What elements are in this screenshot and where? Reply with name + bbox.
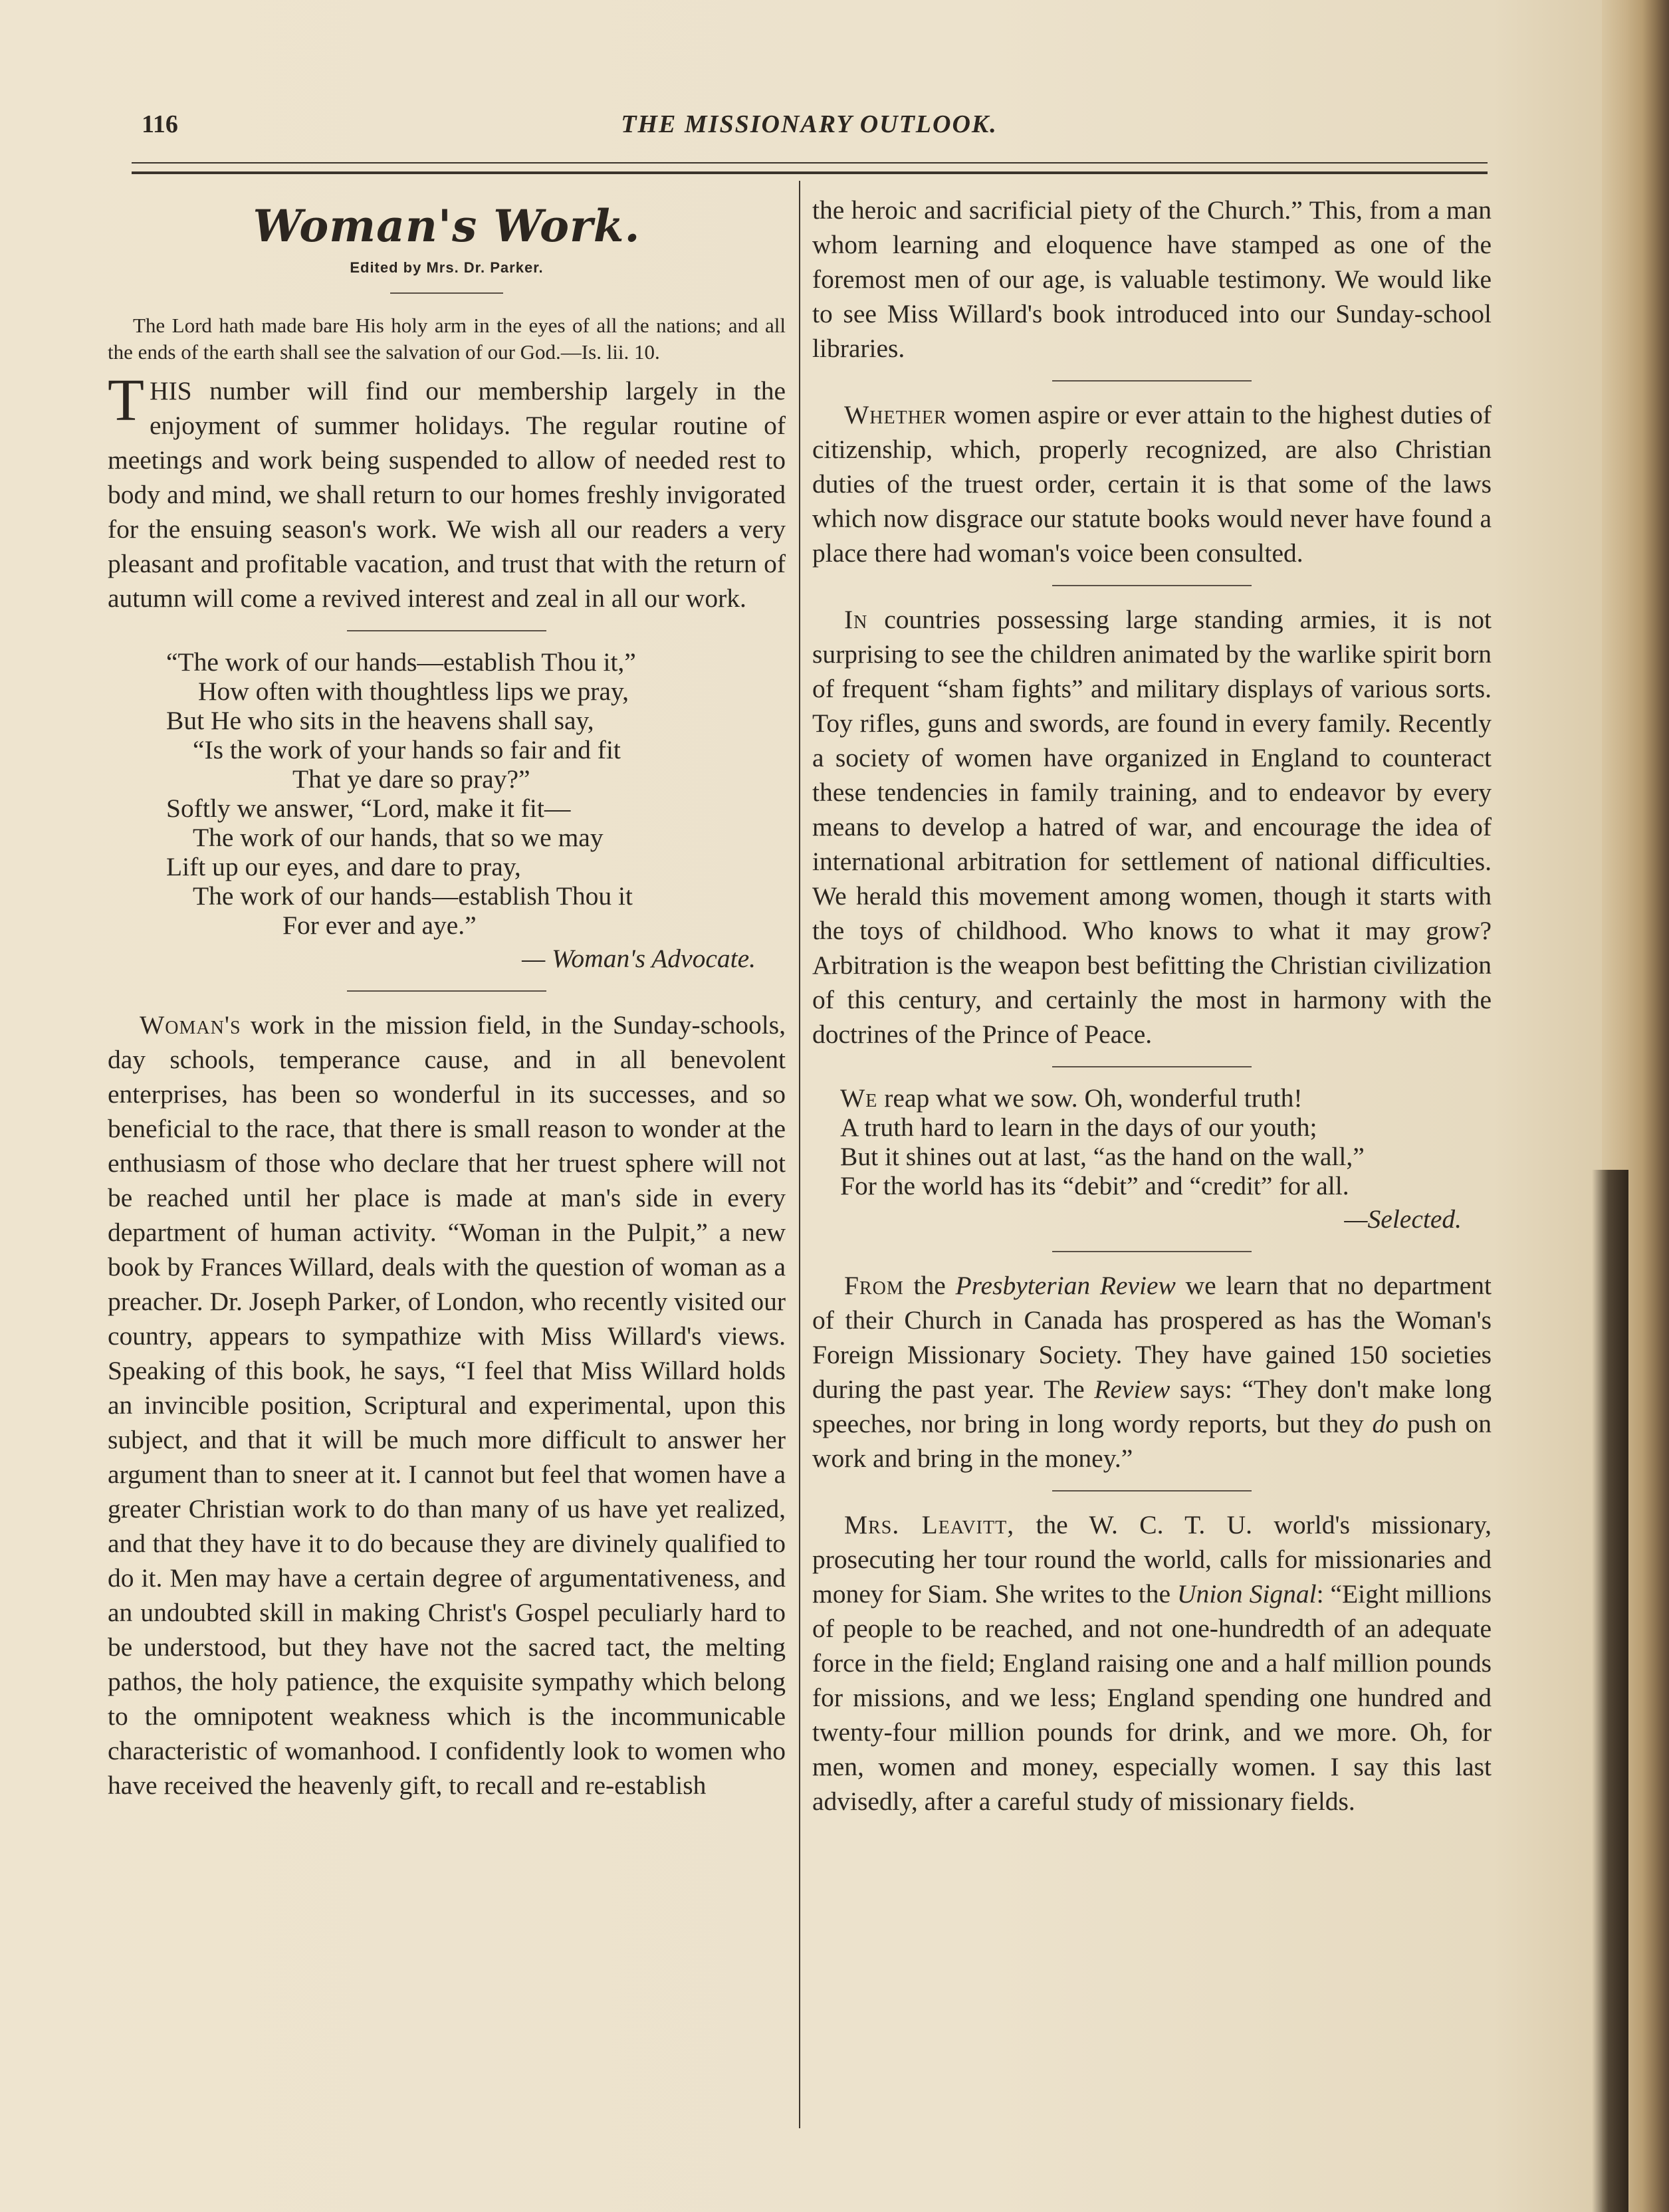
poem-attribution: — Woman's Advocate. <box>522 944 756 973</box>
poem-line: But He who sits in the heavens shall say, <box>166 706 594 735</box>
womans-work-paragraph <box>108 1008 786 1803</box>
divider <box>347 630 546 631</box>
paragraph-text: we learn that no department of their Church in Canada has prospered as has the Woman's Foreign Missionary Society. They have gained 150 societies during the past year. The <box>812 1271 1492 1404</box>
poem-line: “The work of our hands—establish Thou it,” <box>166 647 636 677</box>
paragraph-text: : “Eight millions of people to be reached, and not one-hundredth of an adequate force in the field; England raising one and a half million pounds for missions, and we less; England spending one hundred and twenty-four million pounds for drink, and we more. Oh, for men, women and money, especially women. I say this last advisedly, after a careful study of missionary fields. <box>812 1579 1492 1816</box>
publication-title: Union Signal <box>1176 1579 1317 1608</box>
paragraph-lead: From <box>844 1271 904 1300</box>
publication-title: Presbyterian Review <box>955 1271 1176 1300</box>
divider <box>390 292 503 294</box>
divider <box>347 990 546 992</box>
divider <box>1052 380 1252 382</box>
column-divider <box>799 181 800 2128</box>
emphasis: do <box>1372 1409 1399 1438</box>
poem-attribution: —Selected. <box>1344 1204 1462 1234</box>
paragraph-lead: In <box>844 605 868 634</box>
poem-line: The work of our hands, that so we may <box>193 823 604 852</box>
poem-line: “Is the work of your hands so fair and fit <box>193 735 621 764</box>
page-header <box>130 110 1489 150</box>
poem-line-rest: reap what we sow. Oh, wonderful truth! <box>877 1083 1303 1113</box>
epigraph: The Lord hath made bare His holy arm in the eyes of all the nations; and all the ends of the earth shall see the salvation of our God.—Is. lii. 10. <box>108 314 786 364</box>
right-column <box>812 193 1492 1819</box>
poem-line: Softly we answer, “Lord, make it fit— <box>166 794 571 823</box>
poem-womans-advocate <box>166 647 786 940</box>
poem-line: The work of our hands—establish Thou it <box>193 881 633 911</box>
countries-paragraph <box>812 602 1492 1051</box>
paragraph-text: says: “They don't make long speeches, nor bring in long wordy reports, but they <box>812 1375 1492 1438</box>
presbyterian-paragraph <box>812 1268 1492 1476</box>
divider <box>1052 1066 1252 1067</box>
poem-line: For the world has its “debit” and “credit” for all. <box>840 1171 1349 1200</box>
paragraph-lead: Whether <box>844 400 947 429</box>
paragraph-text: work in the mission field, in the Sunday-schools, day schools, temperance cause, and in all benevolent enterprises, has been so wonderful in its successes, and so beneficial to the race, that there is small reason to wonder at the enthusiasm of those who declare that her truest sphere will not be reached until her place is made at man's side in every department of human activity. “Woman in the Pulpit,” a new book by Frances Willard, deals with the question of woman as a preacher. Dr. Joseph Parker, of London, who recently visited our country, appears to sympathize with Miss Willard's views. Speaking of this book, he says, “I feel that Miss Willard holds an invincible position, Scriptural and experimental, upon this subject, and that it will be much more difficult to answer her argument than to sneer at it. I cannot but feel that women have a greater Christian work to do than many of us have yet realized, and that they have it to do because they are divinely qualified to do it. Men may have a certain degree of argumentativeness, and an undoubted skill in making Christ's Gospel peculiarly hard to be understood, but they have not the sacred tact, the melting pathos, the holy patience, the exquisite sympathy which belong to the omnipotent weakness which is the incommunicable characteristic of womanhood. I confidently look to women who have received the heavenly gift, to recall and re-establish <box>108 1010 786 1800</box>
section-title: Woman's Work. <box>253 200 641 252</box>
publication-title: Review <box>1094 1375 1170 1404</box>
header-rule-thin <box>132 162 1488 164</box>
whether-paragraph <box>812 397 1492 570</box>
paragraph-lead: Woman's <box>140 1010 241 1040</box>
womans-work-continued: the heroic and sacrificial piety of the Church.” This, from a man whom learning and eloquence have stamped as one of the foremost men of our age, is valuable testimony. We would like to see Miss Willard's book introduced into our Sunday-school libraries. <box>812 195 1492 363</box>
left-column <box>108 193 786 1803</box>
divider <box>1052 1251 1252 1252</box>
paragraph-text: countries possessing large standing armies, it is not surprising to see the children animated by the warlike spirit born of frequent “sham fights” and military displays of various sorts. Toy rifles, guns and swords, are found in every family. Recently a society of women have organized in England to counteract these tendencies in family training, and to endeavor by every means to develop a hatred of war, and encourage the idea of international arbitration for settlement of national difficulties. We herald this movement among women, though it starts with the toys of childhood. Who knows to what it may grow? Arbitration is the weapon best befitting the Christian civilization of this century, and certainly the most in harmony with the doctrines of the Prince of Peace. <box>812 605 1492 1049</box>
page-number: 116 <box>142 110 178 138</box>
poem-lead: We <box>840 1083 878 1113</box>
header-rule-thick <box>132 171 1488 174</box>
page-edge-shadow <box>1592 1170 1628 2212</box>
poem-line: But it shines out at last, “as the hand on the wall,” <box>840 1142 1365 1171</box>
poem-line: A truth hard to learn in the days of our youth; <box>840 1113 1317 1142</box>
running-title: THE MISSIONARY OUTLOOK. <box>621 110 998 138</box>
paragraph-text: women aspire or ever attain to the highest duties of citizenship, which, properly recognized, are also Christian duties of the truest order, certain it is that some of the laws which now disgrace our statute books would never have found a place there had woman's voice been consulted. <box>812 400 1492 568</box>
poem-line: For ever and aye.” <box>282 911 477 940</box>
poem-line: That ye dare so pray?” <box>292 764 530 794</box>
poem-selected <box>840 1083 1492 1200</box>
divider <box>1052 1490 1252 1492</box>
divider <box>1052 585 1252 586</box>
paragraph-text: the <box>903 1271 956 1300</box>
poem-line: How often with thoughtless lips we pray, <box>198 677 629 706</box>
paragraph-text: push on work and bring in the money.” <box>812 1409 1492 1473</box>
poem-line: Lift up our eyes, and dare to pray, <box>166 852 521 881</box>
paragraph-lead: Mrs. Leavitt, <box>844 1510 1015 1539</box>
leavitt-paragraph <box>812 1507 1492 1819</box>
intro-paragraph: THIS number will find our membership largely in the enjoyment of summer holidays. The regular routine of meetings and work being suspended to allow of needed rest to body and mind, we shall return to our homes freshly invigorated for the ensuing season's work. We wish all our readers a very pleasant and profitable vacation, and trust that with the return of autumn will come a revived interest and zeal in all our work. <box>108 368 786 613</box>
section-editor: Edited by Mrs. Dr. Parker. <box>350 259 544 276</box>
paragraph-text: the W. C. T. U. world's missionary, prosecuting her tour round the world, calls for missionaries and money for Siam. She writes to the <box>812 1510 1492 1608</box>
poem-line <box>840 1083 1492 1113</box>
